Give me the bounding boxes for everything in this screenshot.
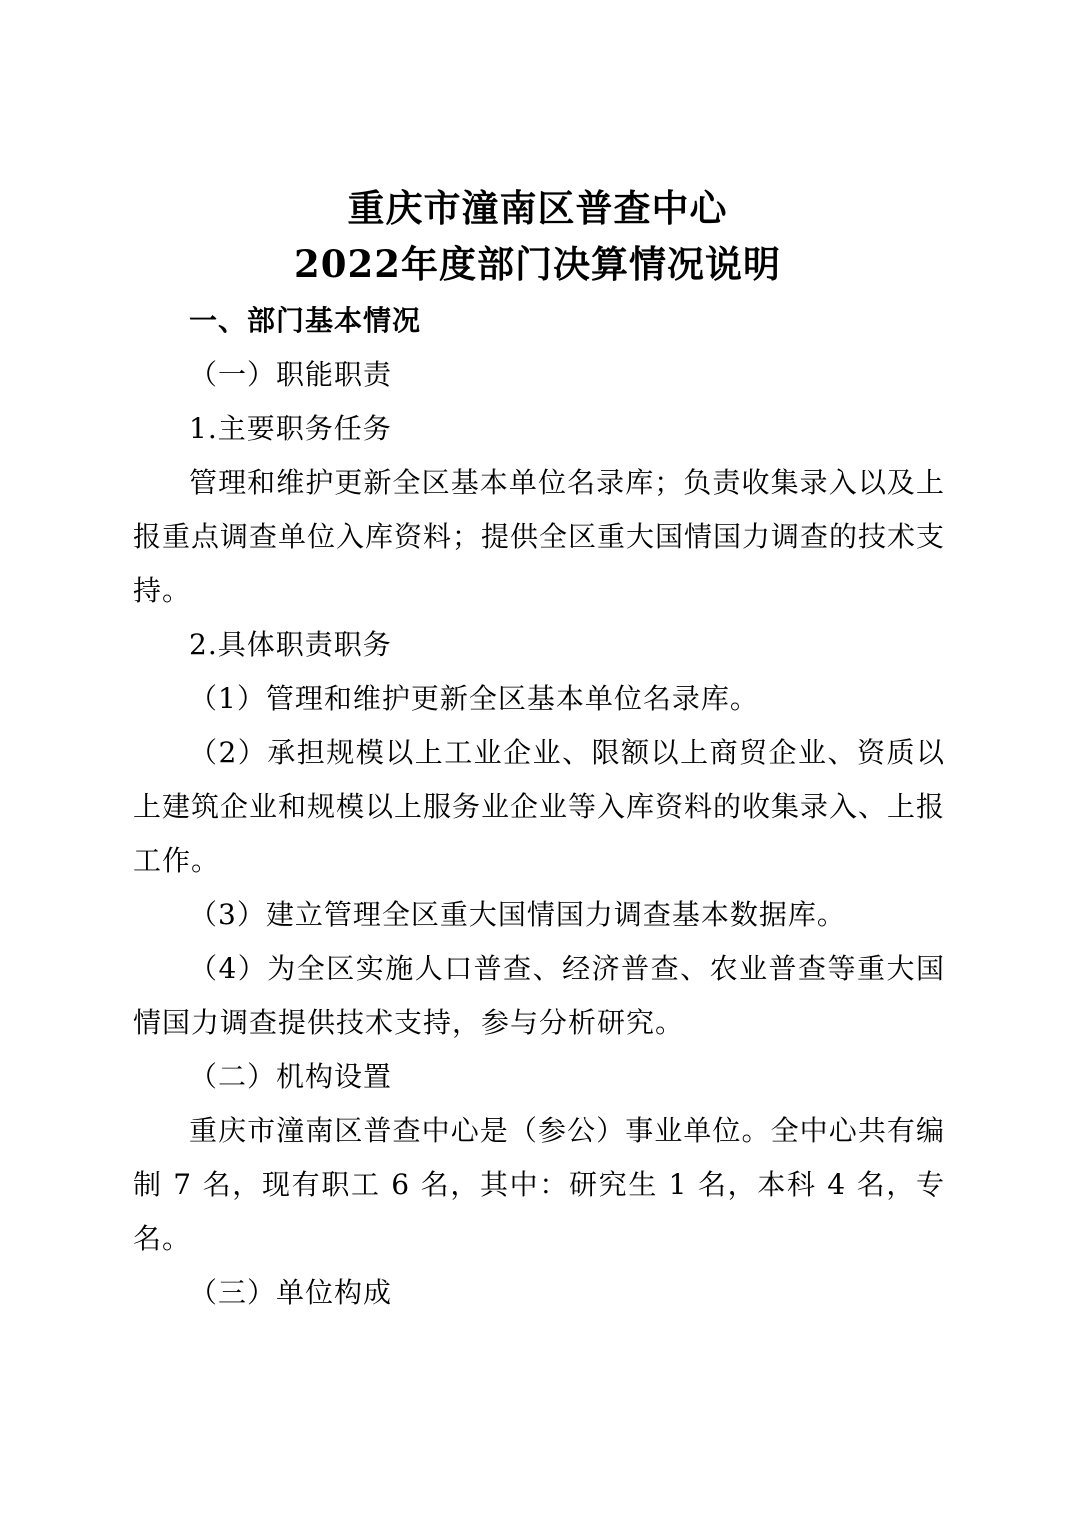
duty-item-4-line-2: 情国力调查提供技术支持，参与分析研究。: [133, 1006, 685, 1039]
duty-item-2-line-2: 上建筑企业和规模以上服务业企业等入库资料的收集录入、上报: [133, 790, 945, 823]
document-body: [133, 294, 945, 1320]
paragraph-organization-line-2: 制 7 名，现有职工 6 名，其中：研究生 1 名，本科 4 名，专: [133, 1168, 945, 1201]
section-heading-basic-info: 一、部门基本情况: [189, 304, 422, 337]
item-heading-main-tasks: 1.主要职务任务: [189, 412, 392, 445]
paragraph-organization-line-3: 名。: [133, 1222, 192, 1255]
subheading-organization: （二）机构设置: [189, 1060, 393, 1093]
document-title: [0, 180, 1075, 292]
duty-item-4-line-1: （4）为全区实施人口普查、经济普查、农业普查等重大国: [189, 952, 945, 985]
paragraph-organization-line-1: 重庆市潼南区普查中心是（参公）事业单位。全中心共有编: [189, 1114, 945, 1147]
paragraph-main-tasks-line-3: 持。: [133, 574, 192, 607]
duty-item-2-line-1: （2）承担规模以上工业企业、限额以上商贸企业、资质以: [189, 736, 945, 769]
paragraph-main-tasks-line-2: 报重点调查单位入库资料；提供全区重大国情国力调查的技术支: [133, 520, 945, 553]
duty-item-3: （3）建立管理全区重大国情国力调查基本数据库。: [189, 898, 846, 931]
subheading-unit-composition: （三）单位构成: [189, 1276, 393, 1309]
item-heading-specific-duties: 2.具体职责职务: [189, 628, 392, 661]
duty-item-2-line-3: 工作。: [133, 844, 221, 877]
subheading-functions: （一）职能职责: [189, 358, 393, 391]
title-line-2: 2022年度部门决算情况说明: [294, 242, 781, 286]
title-line-1: 重庆市潼南区普查中心: [347, 186, 728, 230]
paragraph-main-tasks-line-1: 管理和维护更新全区基本单位名录库；负责收集录入以及上: [189, 466, 945, 499]
duty-item-1: （1）管理和维护更新全区基本单位名录库。: [189, 682, 759, 715]
